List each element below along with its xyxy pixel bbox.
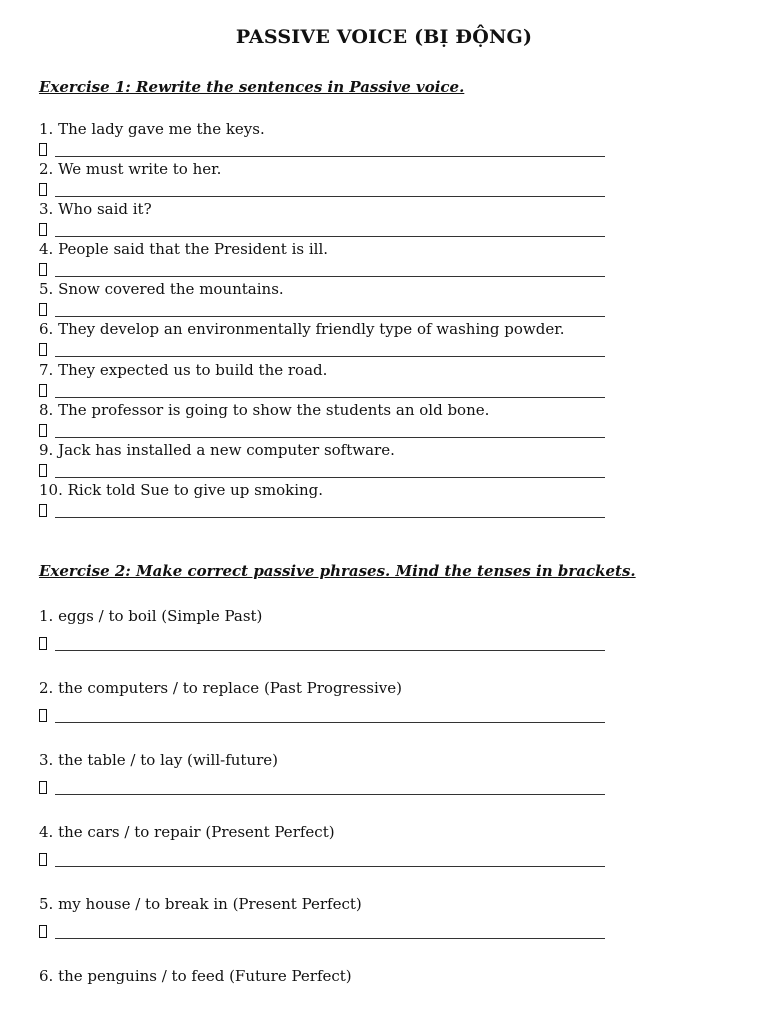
page-title: PASSIVE VOICE (BỊ ĐỘNG) — [235, 26, 533, 48]
answer-line — [55, 397, 605, 398]
exercise-2-heading: Exercise 2: Make correct passive phrases. Mind the tenses in brackets. — [39, 562, 636, 580]
checkbox-glyph-icon — [39, 637, 47, 650]
exercise-1-answer-3[interactable] — [39, 221, 605, 239]
checkbox-glyph-icon — [39, 424, 47, 437]
answer-line — [55, 722, 605, 723]
exercise-2-answer-3[interactable] — [39, 779, 605, 797]
answer-line — [55, 517, 605, 518]
exercise-1-item-2: 2. We must write to her. — [39, 160, 222, 178]
answer-line — [55, 866, 605, 867]
checkbox-glyph-icon — [39, 384, 47, 397]
answer-line — [55, 316, 605, 317]
answer-line — [55, 938, 605, 939]
exercise-2-answer-5[interactable] — [39, 923, 605, 941]
exercise-1-answer-8[interactable] — [39, 422, 605, 440]
checkbox-glyph-icon — [39, 263, 47, 276]
exercise-2-item-2: 2. the computers / to replace (Past Progressive) — [39, 679, 403, 697]
exercise-1-answer-4[interactable] — [39, 261, 605, 279]
exercise-1-item-8: 8. The professor is going to show the students an old bone. — [39, 401, 490, 419]
exercise-1-item-3: 3. Who said it? — [39, 200, 152, 218]
exercise-1-item-1: 1. The lady gave me the keys. — [39, 120, 265, 138]
answer-line — [55, 650, 605, 651]
answer-line — [55, 794, 605, 795]
exercise-1-answer-1[interactable] — [39, 141, 605, 159]
answer-line — [55, 196, 605, 197]
answer-line — [55, 236, 605, 237]
exercise-1-answer-9[interactable] — [39, 462, 605, 480]
exercise-1-item-7: 7. They expected us to build the road. — [39, 361, 328, 379]
exercise-1-answer-2[interactable] — [39, 181, 605, 199]
exercise-2-item-6: 6. the penguins / to feed (Future Perfect) — [39, 967, 352, 985]
checkbox-glyph-icon — [39, 464, 47, 477]
exercise-1-item-10: 10. Rick told Sue to give up smoking. — [39, 481, 324, 499]
exercise-1-item-5: 5. Snow covered the mountains. — [39, 280, 284, 298]
exercise-2-item-4: 4. the cars / to repair (Present Perfect) — [39, 823, 335, 841]
exercise-1-item-9: 9. Jack has installed a new computer software. — [39, 441, 395, 459]
exercise-2-item-5: 5. my house / to break in (Present Perfect) — [39, 895, 362, 913]
checkbox-glyph-icon — [39, 183, 47, 196]
exercise-2-answer-2[interactable] — [39, 707, 605, 725]
exercise-1-answer-10[interactable] — [39, 502, 605, 520]
exercise-1-answer-5[interactable] — [39, 301, 605, 319]
exercise-1-answer-6[interactable] — [39, 341, 605, 359]
exercise-1-item-6: 6. They develop an environmentally friendly type of washing powder. — [39, 320, 565, 338]
exercise-2-item-1: 1. eggs / to boil (Simple Past) — [39, 607, 263, 625]
checkbox-glyph-icon — [39, 781, 47, 794]
exercise-2-answer-4[interactable] — [39, 851, 605, 869]
exercise-1-item-4: 4. People said that the President is ill. — [39, 240, 329, 258]
checkbox-glyph-icon — [39, 504, 47, 517]
answer-line — [55, 276, 605, 277]
answer-line — [55, 356, 605, 357]
exercise-1-heading: Exercise 1: Rewrite the sentences in Passive voice. — [39, 78, 465, 96]
checkbox-glyph-icon — [39, 223, 47, 236]
checkbox-glyph-icon — [39, 709, 47, 722]
exercise-2-item-3: 3. the table / to lay (will-future) — [39, 751, 279, 769]
checkbox-glyph-icon — [39, 925, 47, 938]
answer-line — [55, 156, 605, 157]
answer-line — [55, 437, 605, 438]
exercise-2-answer-1[interactable] — [39, 635, 605, 653]
exercise-1-answer-7[interactable] — [39, 382, 605, 400]
checkbox-glyph-icon — [39, 303, 47, 316]
checkbox-glyph-icon — [39, 343, 47, 356]
answer-line — [55, 477, 605, 478]
checkbox-glyph-icon — [39, 853, 47, 866]
checkbox-glyph-icon — [39, 143, 47, 156]
